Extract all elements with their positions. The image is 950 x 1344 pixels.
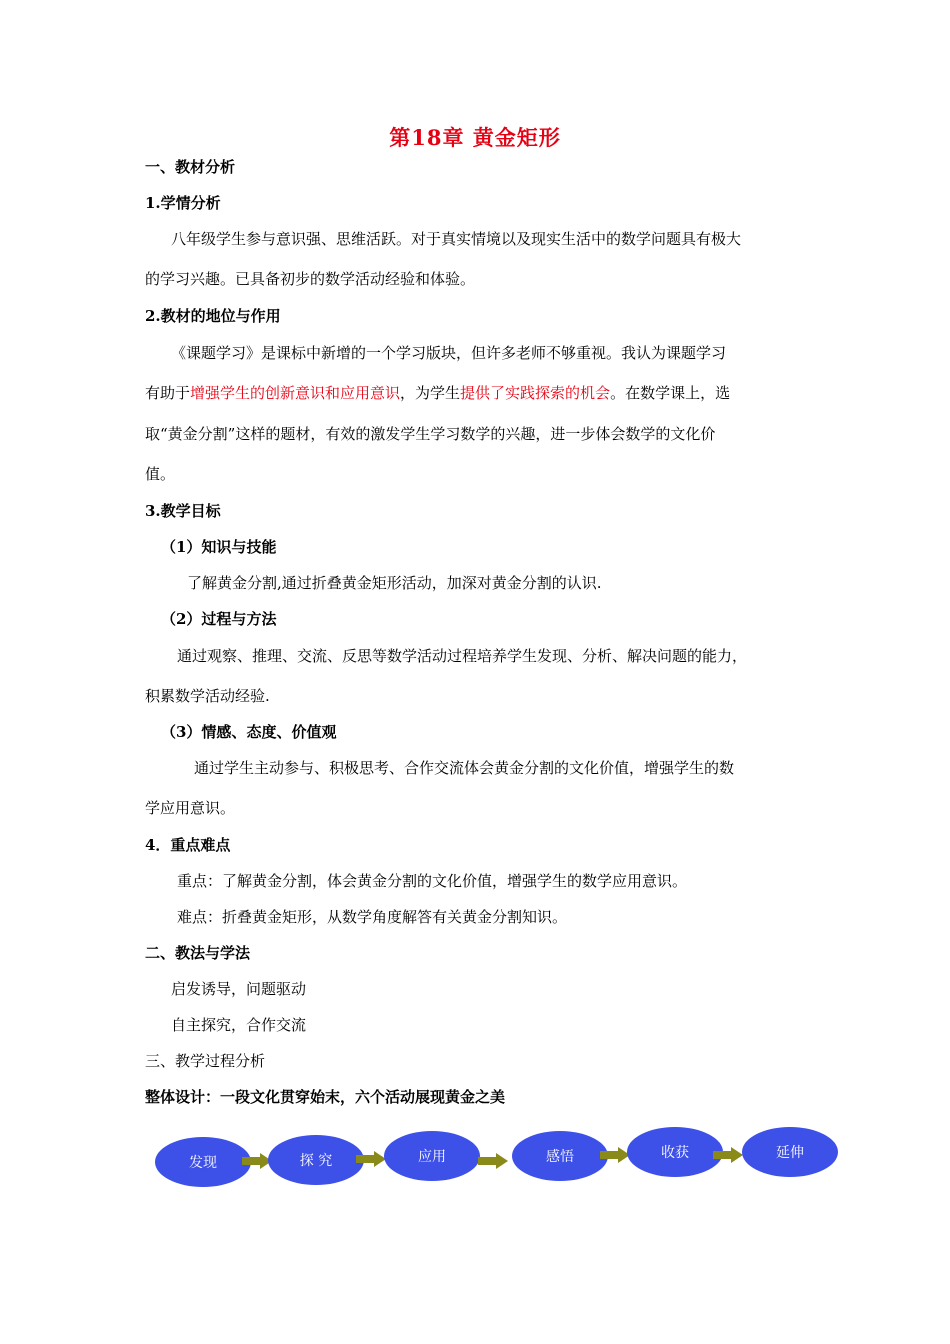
text-segment: 有助于	[145, 384, 191, 402]
paragraph-line: 通过观察、推理、交流、反思等数学活动过程培养学生发现、分析、解决问题的能力，	[177, 647, 748, 665]
paragraph-line: 学应用意识。	[145, 799, 236, 817]
method-line: 自主探究，合作交流	[171, 1016, 307, 1034]
flow-arrow-icon	[478, 1153, 508, 1169]
flow-arrow-icon	[713, 1147, 743, 1163]
flow-arrow-icon	[356, 1151, 386, 1167]
paragraph-line: 了解黄金分割,通过折叠黄金矩形活动，加深对黄金分割的认识.	[187, 574, 602, 592]
page-title: 第18章 黄金矩形	[389, 125, 561, 150]
subheading-student-situation: 1.学情分析	[145, 194, 221, 212]
text-segment: ，为学生	[400, 384, 461, 402]
paragraph-line: 取“黄金分割”这样的题材，有效的激发学生学习数学的兴趣，进一步体会数学的文化价	[145, 425, 716, 443]
goal-heading-knowledge: （1）知识与技能	[161, 538, 277, 556]
paragraph-line: 值。	[145, 465, 176, 483]
flow-node-insight: 感悟	[512, 1131, 608, 1181]
method-line: 启发诱导，问题驱动	[171, 980, 307, 998]
paragraph-line: 的学习兴趣。已具备初步的数学活动经验和体验。	[145, 270, 476, 288]
section-heading-methods: 二、教法与学法	[145, 944, 251, 962]
flow-node-apply: 应用	[384, 1131, 480, 1181]
flow-node-harvest: 收获	[627, 1127, 723, 1177]
paragraph-line: 积累数学活动经验.	[145, 687, 270, 705]
key-point-line: 重点：了解黄金分割，体会黄金分割的文化价值，增强学生的数学应用意识。	[177, 872, 688, 890]
highlight-text: 增强学生的创新意识和应用意识	[190, 384, 401, 402]
subheading-teaching-goals: 3.教学目标	[145, 502, 221, 520]
flow-node-extend: 延伸	[742, 1127, 838, 1177]
goal-heading-process: （2）过程与方法	[161, 610, 277, 628]
section-heading-process: 三、教学过程分析	[145, 1052, 266, 1070]
section-heading-analysis: 一、教材分析	[145, 158, 236, 176]
paragraph-line: 《课题学习》是课标中新增的一个学习版块，但许多老师不够重视。我认为课题学习	[171, 344, 727, 362]
flow-node-discover: 发现	[155, 1137, 251, 1187]
paragraph-line: 八年级学生参与意识强、思维活跃。对于真实情境以及现实生活中的数学问题具有极大	[171, 230, 742, 248]
difficult-point-line: 难点：折叠黄金矩形，从数学角度解答有关黄金分割知识。	[177, 908, 568, 926]
subheading-key-points: 4．重点难点	[145, 836, 231, 854]
flow-arrow-icon	[600, 1147, 630, 1163]
highlight-text: 提供了实践探索的机会	[460, 384, 611, 402]
paragraph-line: 通过学生主动参与、积极思考、合作交流体会黄金分割的文化价值，增强学生的数	[194, 759, 735, 777]
text-segment: 。在数学课上，选	[610, 384, 731, 402]
paragraph-line-highlighted	[145, 382, 815, 404]
goal-heading-attitude: （3）情感、态度、价值观	[161, 723, 337, 741]
subheading-material-role: 2.教材的地位与作用	[145, 307, 281, 325]
activity-flow-diagram	[150, 1125, 840, 1195]
overall-design-line: 整体设计：一段文化贯穿始末，六个活动展现黄金之美	[145, 1088, 506, 1106]
flow-node-explore: 探 究	[268, 1135, 364, 1185]
